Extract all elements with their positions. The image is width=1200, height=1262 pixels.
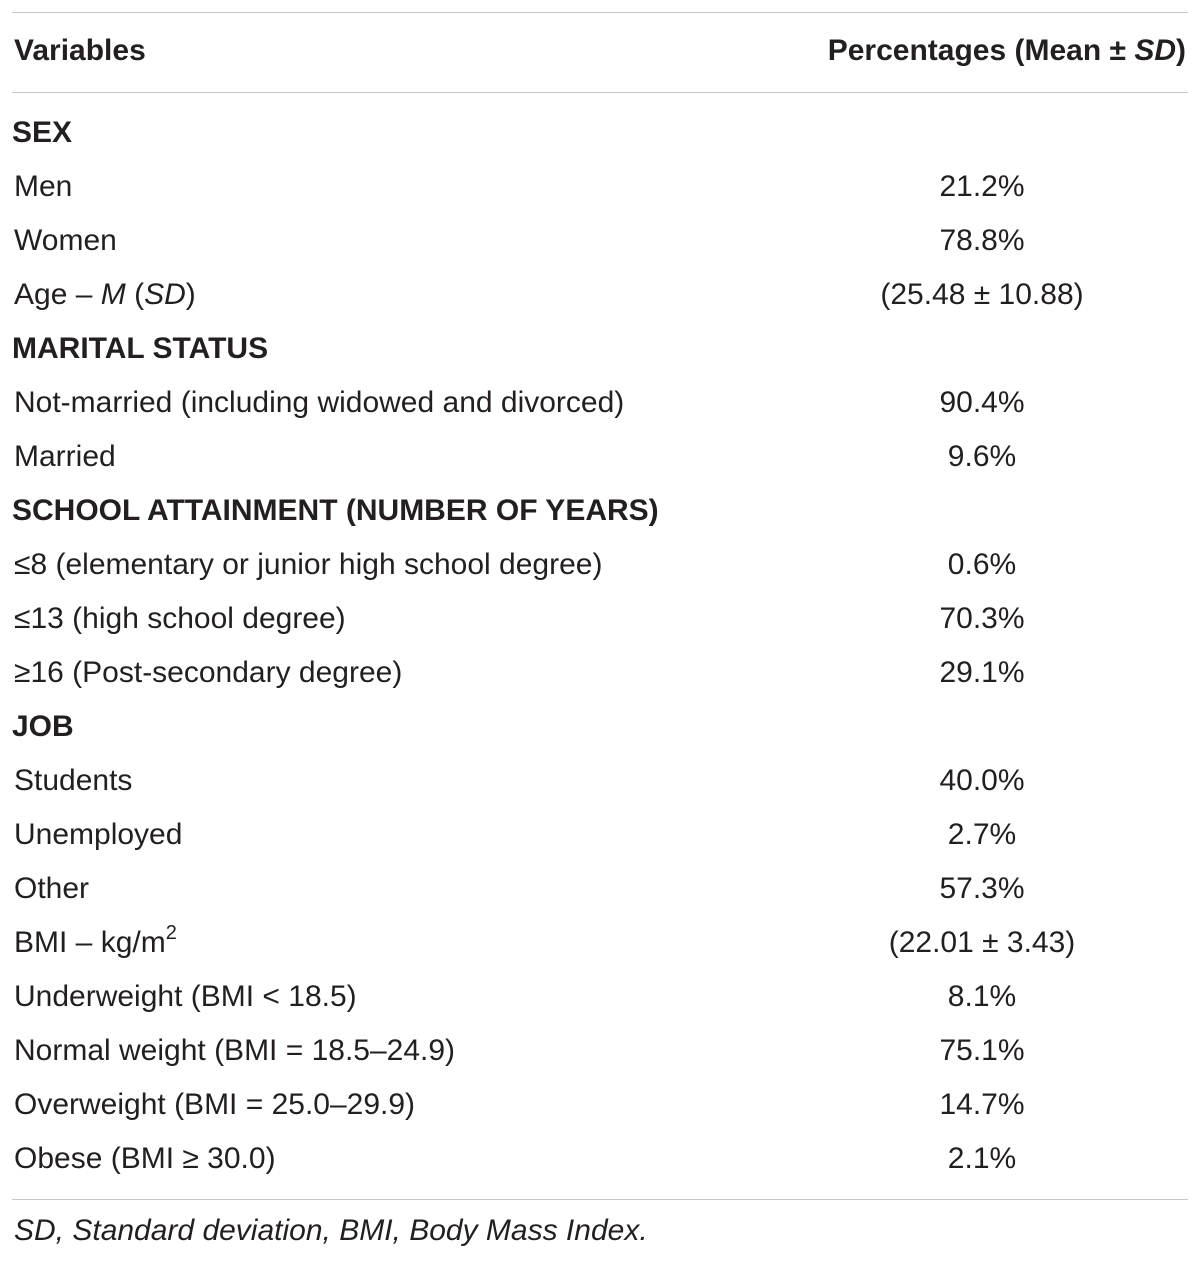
row-label: Students [14, 764, 133, 797]
table-row [12, 538, 1188, 592]
table-footnote: SD, Standard deviation, BMI, Body Mass Index. [14, 1214, 648, 1247]
row-value: 75.1% [939, 1034, 1025, 1067]
row-label: Not-married (including widowed and divorced) [14, 386, 625, 419]
row-value: (25.48 ± 10.88) [880, 278, 1084, 311]
section-header-row [12, 106, 1188, 160]
row-label: ≥16 (Post-secondary degree) [14, 656, 403, 689]
row-value: 8.1% [947, 980, 1017, 1013]
row-label: Normal weight (BMI = 18.5–24.9) [14, 1034, 456, 1067]
table-row [12, 214, 1188, 268]
header-variables: Variables [14, 34, 146, 67]
row-label: Underweight (BMI < 18.5) [14, 980, 357, 1013]
row-label [14, 916, 177, 970]
row-label-part: 2 [165, 922, 177, 944]
row-label-part: ) [185, 278, 196, 311]
header-percentages [828, 34, 1186, 68]
row-label: Married [14, 440, 116, 473]
row-value: 57.3% [939, 872, 1025, 905]
table-row [12, 1132, 1188, 1186]
row-label: Men [14, 170, 73, 203]
row-value: 40.0% [939, 764, 1025, 797]
table-row [12, 1078, 1188, 1132]
table-row [12, 862, 1188, 916]
row-value: 2.1% [947, 1142, 1017, 1175]
section-header-row [12, 484, 1188, 538]
section-header-row [12, 322, 1188, 376]
section-label: SEX [12, 116, 73, 149]
row-label [14, 268, 196, 322]
row-value: (22.01 ± 3.43) [888, 926, 1076, 959]
section-label: JOB [12, 710, 74, 743]
table-header [12, 12, 1188, 92]
row-value: 78.8% [939, 224, 1025, 257]
row-value: 9.6% [947, 440, 1017, 473]
table-row [12, 808, 1188, 862]
section-header-row [12, 700, 1188, 754]
row-value: 21.2% [939, 170, 1025, 203]
row-label: ≤13 (high school degree) [14, 602, 346, 635]
row-label-part: BMI – kg/m [14, 926, 166, 959]
header-percentages-prefix: Percentages (Mean ± [827, 34, 1135, 67]
row-label: ≤8 (elementary or junior high school degree) [14, 548, 603, 581]
table-row [12, 430, 1188, 484]
table-bottom-rule [12, 1199, 1188, 1200]
table-row [12, 1024, 1188, 1078]
table-row [12, 916, 1188, 970]
table-row [12, 160, 1188, 214]
row-label: Women [14, 224, 117, 257]
row-value: 90.4% [939, 386, 1025, 419]
row-value: 70.3% [939, 602, 1025, 635]
row-label: Unemployed [14, 818, 183, 851]
table-row [12, 268, 1188, 322]
row-value: 2.7% [947, 818, 1017, 851]
table-row [12, 646, 1188, 700]
row-value: 0.6% [947, 548, 1017, 581]
table-header-rule [12, 92, 1188, 93]
row-label: Obese (BMI ≥ 30.0) [14, 1142, 276, 1175]
row-label: Other [14, 872, 90, 905]
row-label-part: Age – [14, 278, 101, 311]
row-value: 14.7% [939, 1088, 1025, 1121]
table-row [12, 970, 1188, 1024]
header-percentages-sd: SD [1134, 34, 1176, 67]
table-row [12, 592, 1188, 646]
section-label: MARITAL STATUS [12, 332, 269, 365]
header-percentages-suffix: ) [1176, 34, 1186, 67]
row-label-part: ( [125, 278, 145, 311]
table-row [12, 376, 1188, 430]
row-label: Overweight (BMI = 25.0–29.9) [14, 1088, 416, 1121]
section-label: SCHOOL ATTAINMENT (NUMBER OF YEARS) [12, 494, 659, 527]
table-row [12, 754, 1188, 808]
row-label-part: M [100, 278, 126, 311]
table-body [12, 106, 1188, 1186]
row-value: 29.1% [939, 656, 1025, 689]
row-label-part: SD [144, 278, 186, 311]
